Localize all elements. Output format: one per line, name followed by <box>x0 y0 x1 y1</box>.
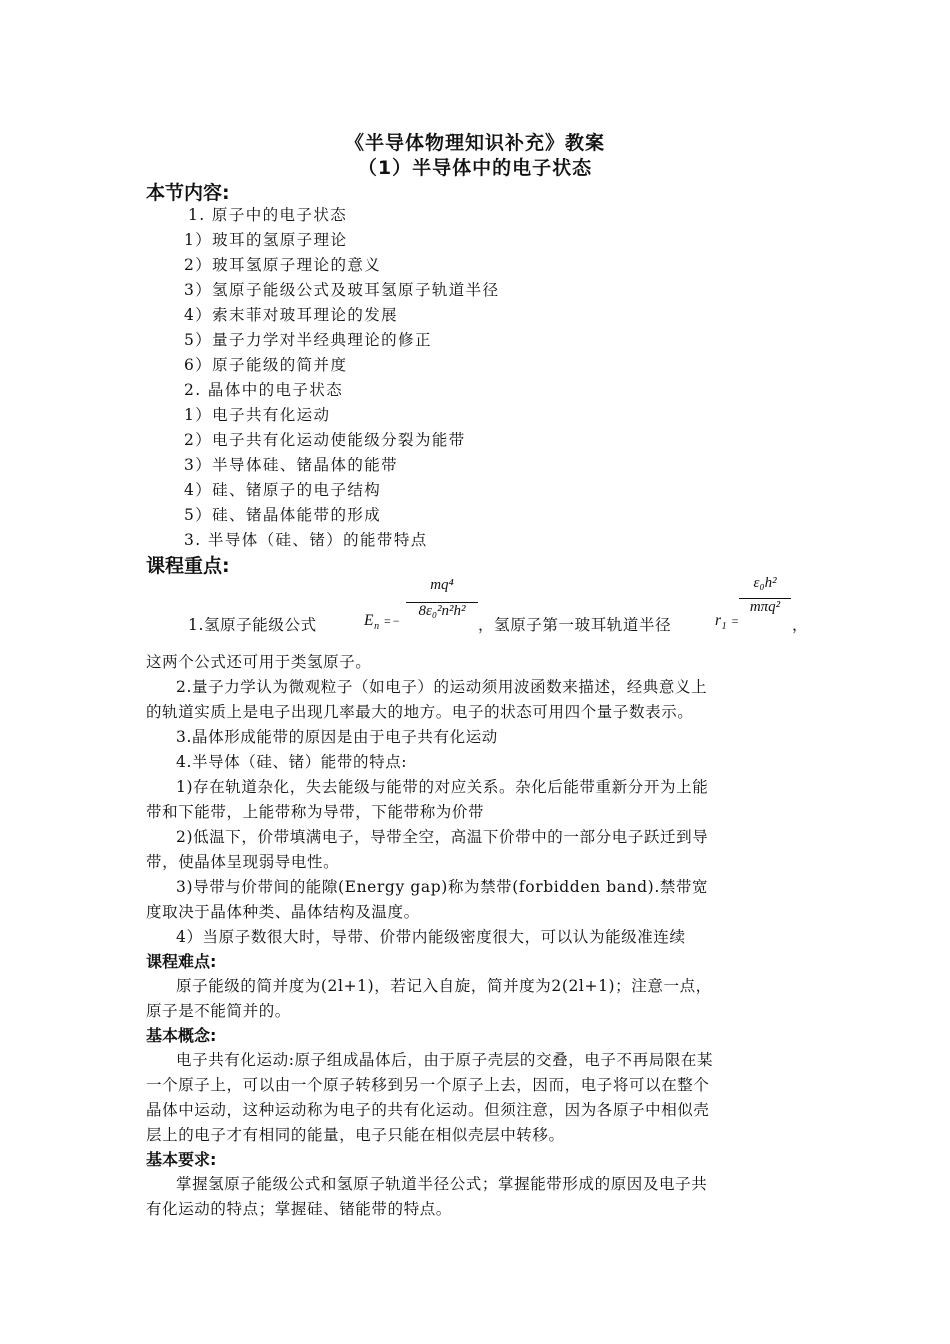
key-point-line: 3)导带与价带间的能隙(Energy gap)称为禁带(forbidden band).禁带宽 <box>176 878 709 896</box>
key-point-line: 度取决于晶体种类、晶体结构及温度。 <box>146 903 420 921</box>
radius-sign: = <box>727 614 740 628</box>
key-point-line: 这两个公式还可用于类氢原子。 <box>146 653 372 671</box>
formula-end: ， <box>792 616 809 634</box>
key-point-line: 带，使晶体呈现弱导电性。 <box>146 853 340 871</box>
radius-symbol: r <box>715 612 722 629</box>
key-points-heading: 课程重点: <box>146 555 230 577</box>
toc-item: 2）玻耳氢原子理论的意义 <box>184 256 382 274</box>
toc-item: 5）硅、锗晶体能带的形成 <box>184 506 382 524</box>
toc-item: 5）量子力学对半经典理论的修正 <box>184 331 432 349</box>
concepts-heading: 基本概念: <box>146 1026 217 1045</box>
section-content-heading: 本节内容: <box>146 182 230 204</box>
requirement-line: 有化运动的特点；掌握硅、锗能带的特点。 <box>146 1200 452 1218</box>
key-point-line: 2)低温下，价带填满电子，导带全空，高温下价带中的一部分电子跃迁到导 <box>176 828 709 846</box>
energy-numerator: mq⁴ <box>430 577 454 593</box>
concept-line: 层上的电子才有相同的能量，电子只能在相似壳层中转移。 <box>146 1126 565 1144</box>
radius-numerator: ε₀h² <box>753 575 777 591</box>
key-point-line: 4）当原子数很大时，导带、价带内能级密度很大，可以认为能级准连续 <box>176 928 686 946</box>
toc-item: 4）索末菲对玻耳理论的发展 <box>184 306 399 324</box>
difficulties-heading: 课程难点: <box>146 952 217 971</box>
toc-item: 4）硅、锗原子的电子结构 <box>184 481 382 499</box>
energy-sign: =− <box>379 614 401 628</box>
concept-line: 晶体中运动，这种运动称为电子的共有化运动。但须注意，因为各原子中相似壳 <box>146 1101 710 1119</box>
key-point-line: 的轨道实质上是电子出现几率最大的地方。电子的状态可用四个量子数表示。 <box>146 703 694 721</box>
energy-denominator: 8ε₀²n²h² <box>418 603 466 619</box>
document-title: 《半导体物理知识补充》教案 <box>344 132 605 154</box>
toc-item: 3）半导体硅、锗晶体的能带 <box>184 456 399 474</box>
toc-item: 6）原子能级的简并度 <box>184 356 348 374</box>
toc-item: 3）氢原子能级公式及玻耳氢原子轨道半径 <box>184 281 500 299</box>
requirements-heading: 基本要求: <box>146 1150 217 1169</box>
radius-subscript: 1 <box>721 621 728 633</box>
toc-item: 2）电子共有化运动使能级分裂为能带 <box>184 431 466 449</box>
document-subtitle: （1）半导体中的电子状态 <box>357 157 593 179</box>
toc-item: 1）电子共有化运动 <box>184 406 331 424</box>
toc-item: 3. 半导体（硅、锗）的能带特点 <box>184 531 428 549</box>
toc-item: 1. 原子中的电子状态 <box>188 206 348 224</box>
toc-item: 2. 晶体中的电子状态 <box>184 381 344 399</box>
formula-intro: 1.氢原子能级公式 <box>188 616 317 634</box>
toc-item: 1）玻耳的氢原子理论 <box>184 231 348 249</box>
key-point-line: 3.晶体形成能带的原因是由于电子共有化运动 <box>176 728 498 746</box>
key-point-line: 带和下能带，上能带称为导带，下能带称为价带 <box>146 803 485 821</box>
difficulty-line: 原子能级的简并度为(2l+1)，若记入自旋，简并度为2(2l+1)；注意一点， <box>176 977 712 995</box>
radius-denominator: mπq² <box>749 599 781 615</box>
energy-subscript: n <box>374 621 380 633</box>
concept-line: 一个原子上，可以由一个原子转移到另一个原子上去，因而，电子将可以在整个 <box>146 1076 710 1094</box>
formula-mid-text: ，氢原子第一玻耳轨道半径 <box>478 616 672 634</box>
key-point-line: 4.半导体（硅、锗）能带的特点: <box>176 753 408 771</box>
key-point-line: 2.量子力学认为微观粒子（如电子）的运动须用波函数来描述，经典意义上 <box>176 678 708 696</box>
key-point-line: 1)存在轨道杂化，失去能级与能带的对应关系。杂化后能带重新分开为上能 <box>176 778 709 796</box>
difficulty-line: 原子是不能简并的。 <box>146 1002 291 1020</box>
requirement-line: 掌握氢原子能级公式和氢原子轨道半径公式；掌握能带形成的原因及电子共 <box>176 1175 708 1193</box>
concept-line: 电子共有化运动:原子组成晶体后，由于原子壳层的交叠，电子不再局限在某 <box>176 1051 714 1069</box>
energy-symbol: E <box>364 612 375 629</box>
